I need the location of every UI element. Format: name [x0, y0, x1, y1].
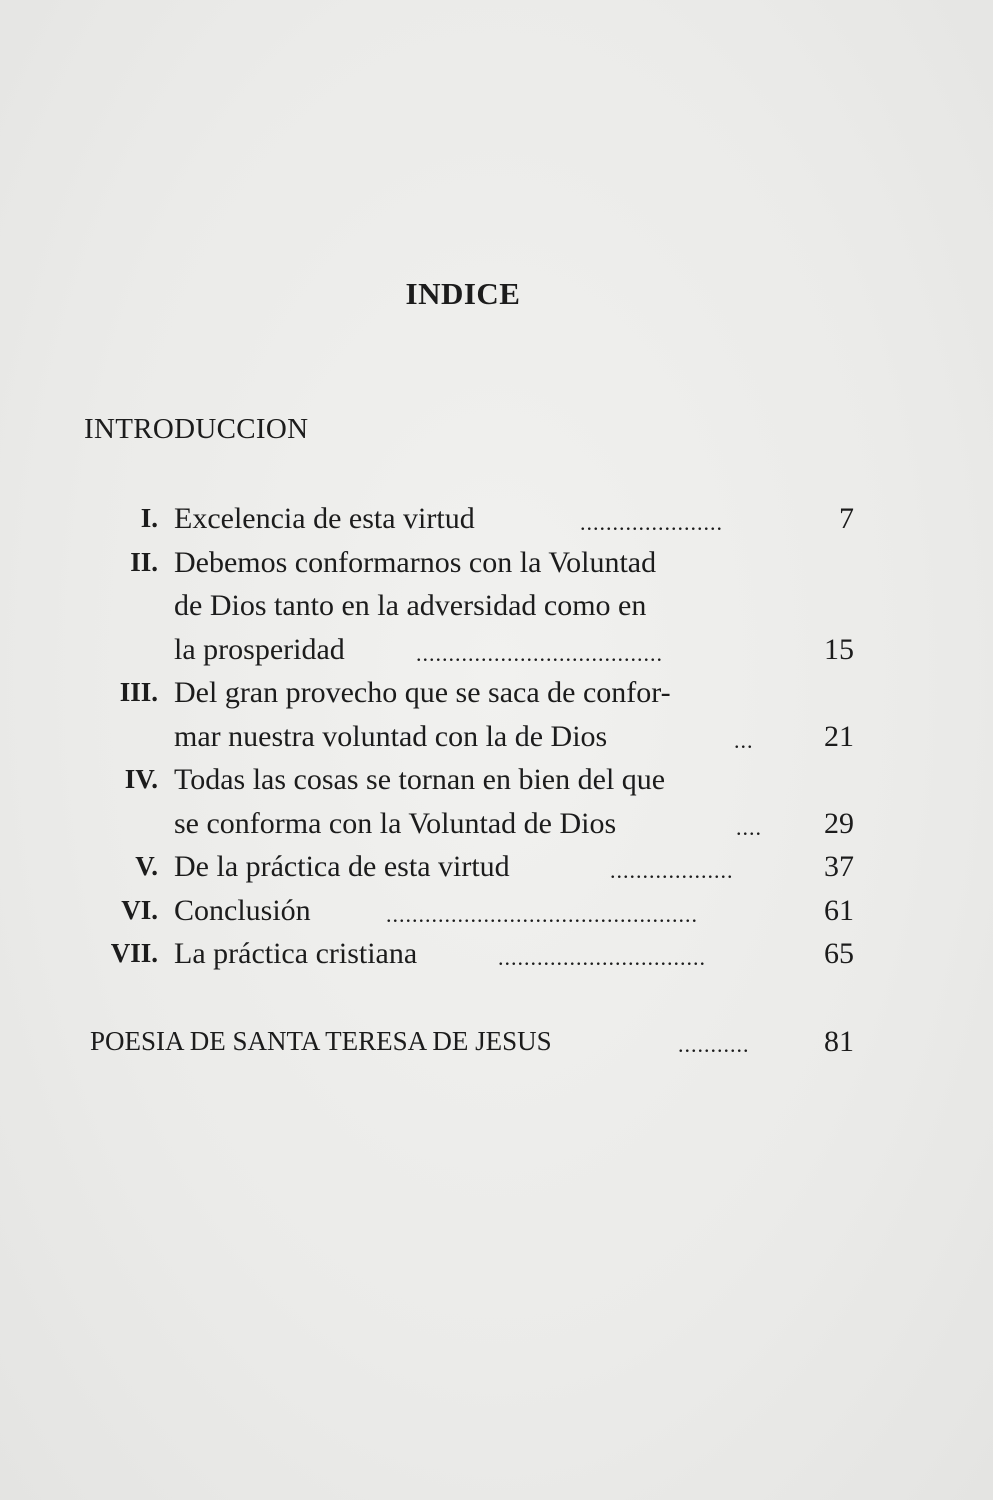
page-number: 61	[824, 893, 854, 927]
page-number: 15	[824, 632, 854, 666]
entry-title: Excelencia de esta virtud	[174, 502, 475, 535]
entry-title: de Dios tanto en la adversidad como en	[174, 589, 647, 622]
leader-dots: ......................	[580, 510, 723, 535]
toc-entry-2	[84, 541, 854, 672]
leader-dots: ......................................	[416, 640, 663, 666]
toc-entry-1	[84, 497, 854, 541]
table-of-contents	[84, 497, 854, 976]
toc-entry-poesia	[90, 1020, 854, 1063]
toc-entry-6	[84, 889, 854, 933]
page-number: 7	[839, 502, 854, 535]
toc-entry-3	[84, 671, 854, 758]
introduction-heading: INTRODUCCION	[84, 413, 309, 445]
entry-title: Debemos conformarnos con la Voluntad	[174, 545, 657, 579]
entry-title: La práctica cristiana	[174, 937, 418, 970]
entry-title: Conclusión	[174, 893, 311, 927]
leader-dots: ...........	[678, 1032, 750, 1057]
entry-number: VII.	[110, 938, 158, 968]
page-title: INDICE	[405, 276, 521, 311]
page-number: 21	[824, 719, 854, 753]
entry-number: VI.	[121, 894, 158, 925]
entry-number: V.	[135, 851, 158, 881]
entry-title: Del gran provecho que se saca de confor-	[174, 676, 671, 709]
page-number: 65	[824, 937, 854, 970]
toc-entry-7	[84, 932, 854, 976]
leader-dots: ...	[734, 727, 754, 753]
leader-dots: ................................................	[386, 901, 698, 927]
leader-dots: ...................	[610, 858, 734, 883]
entry-number: II.	[130, 546, 158, 577]
entry-number: I.	[140, 503, 158, 533]
leader-dots: ................................	[498, 945, 706, 970]
entry-title: se conforma con la Voluntad de Dios	[174, 806, 617, 840]
entry-title: la prosperidad	[174, 632, 345, 666]
entry-title: Todas las cosas se tornan en bien del que	[174, 763, 666, 796]
toc-entry-4	[84, 758, 854, 845]
toc-entry-5	[84, 845, 854, 889]
page-number: 37	[824, 850, 854, 883]
entry-title: POESIA DE SANTA TERESA DE JESUS	[90, 1026, 552, 1056]
leader-dots: ....	[736, 814, 762, 840]
entry-title: De la práctica de esta virtud	[174, 850, 510, 883]
entry-title: mar nuestra voluntad con la de Dios	[174, 719, 608, 753]
page-number: 81	[824, 1025, 854, 1058]
entry-number: III.	[119, 677, 158, 707]
entry-number: IV.	[124, 764, 158, 794]
page-number: 29	[824, 806, 854, 840]
